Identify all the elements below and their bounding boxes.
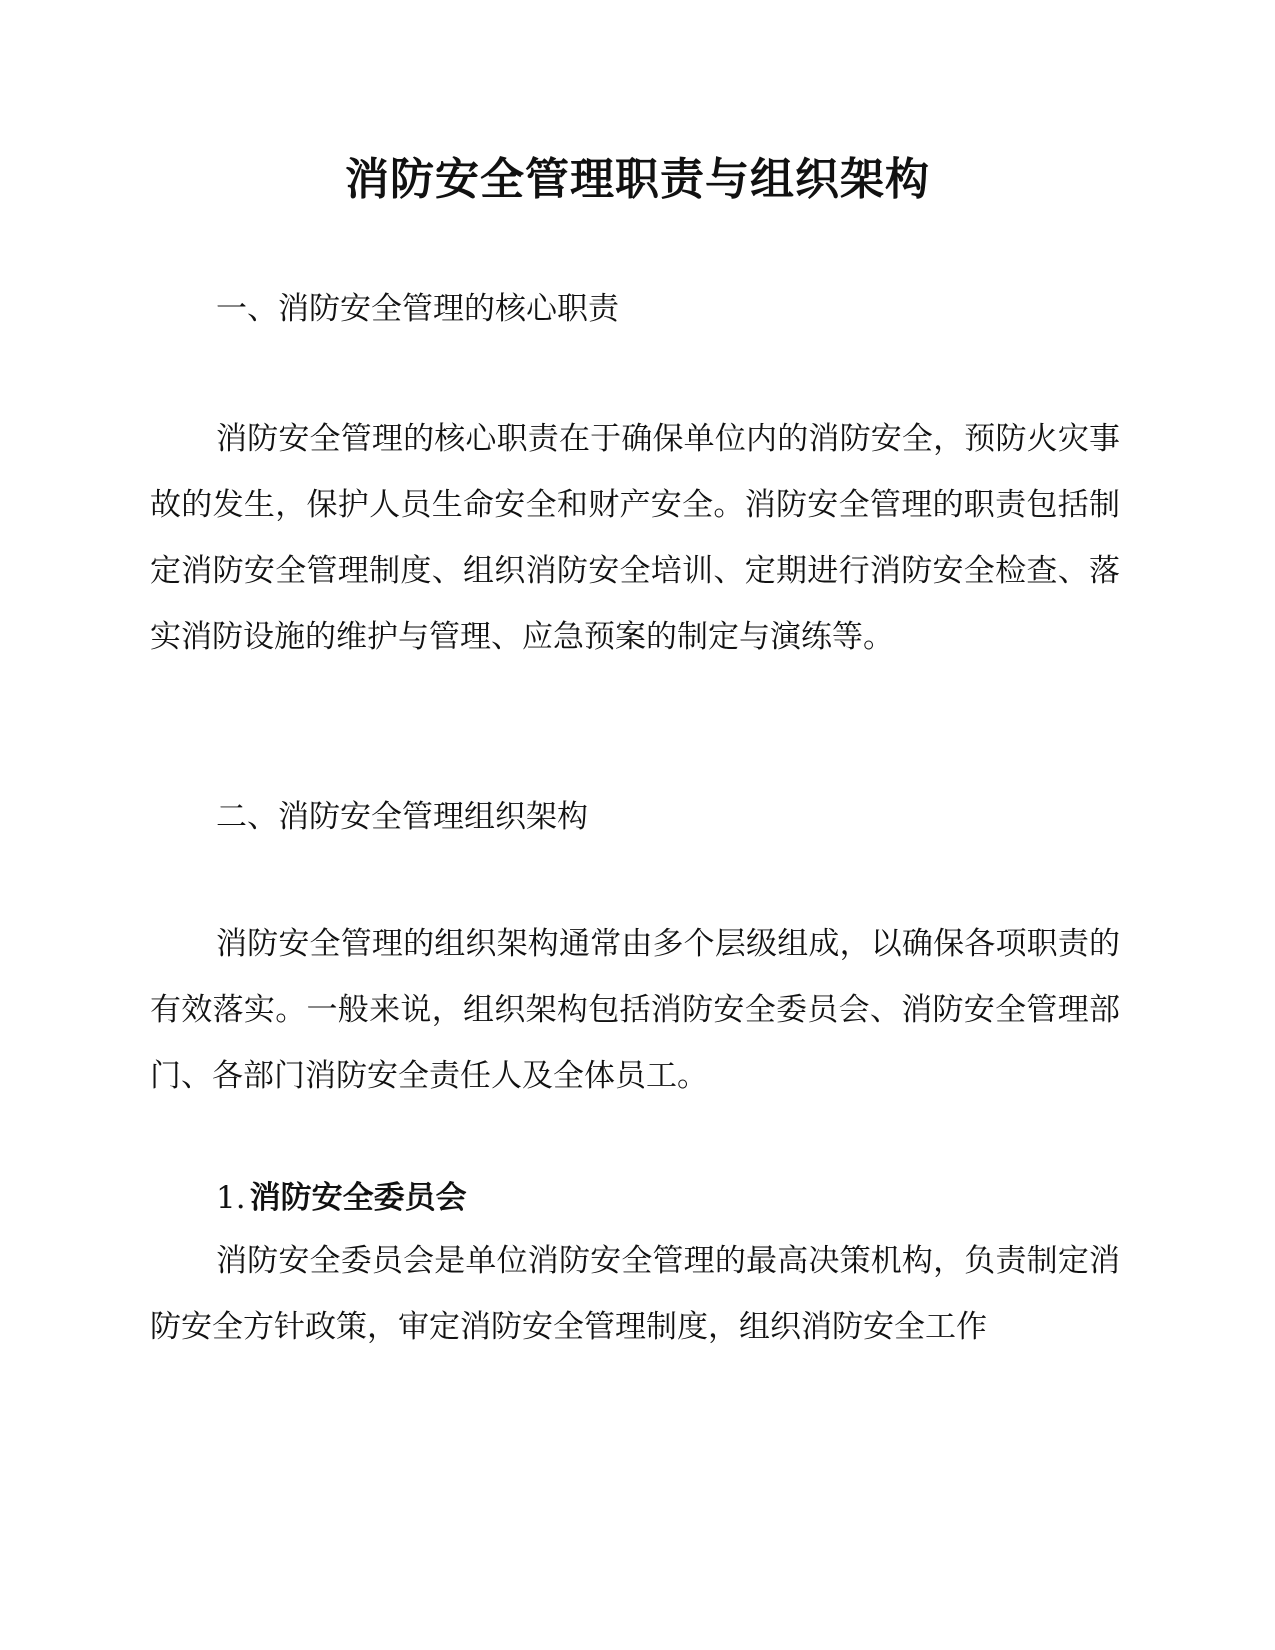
section-2-paragraph: 消防安全管理的组织架构通常由多个层级组成，以确保各项职责的有效落实。一般来说，组织架构包括消防安全委员会、消防安全管理部门、各部门消防安全责任人及全体员工。 — [150, 926, 1120, 1094]
section-2-heading: 二、消防安全管理组织架构 — [216, 799, 588, 835]
section-1-paragraph: 消防安全管理的核心职责在于确保单位内的消防安全，预防火灾事故的发生，保护人员生命安全和财产安全。消防安全管理的职责包括制定消防安全管理制度、组织消防安全培训、定期进行消防安全检查、落实消防设施的维护与管理、应急预案的制定与演练等。 — [150, 421, 1120, 655]
subsection-1-title: 消防安全委员会 — [249, 1180, 467, 1216]
subsection-1-heading — [150, 1176, 1186, 1220]
subsection-1-paragraph: 消防安全委员会是单位消防安全管理的最高决策机构，负责制定消防安全方针政策，审定消防安全管理制度，组织消防安全工作 — [150, 1243, 1120, 1345]
document-title: 消防安全管理职责与组织架构 — [345, 154, 930, 205]
subsection-1-number: 1. — [216, 1180, 246, 1216]
section-1-heading: 一、消防安全管理的核心职责 — [216, 291, 619, 327]
